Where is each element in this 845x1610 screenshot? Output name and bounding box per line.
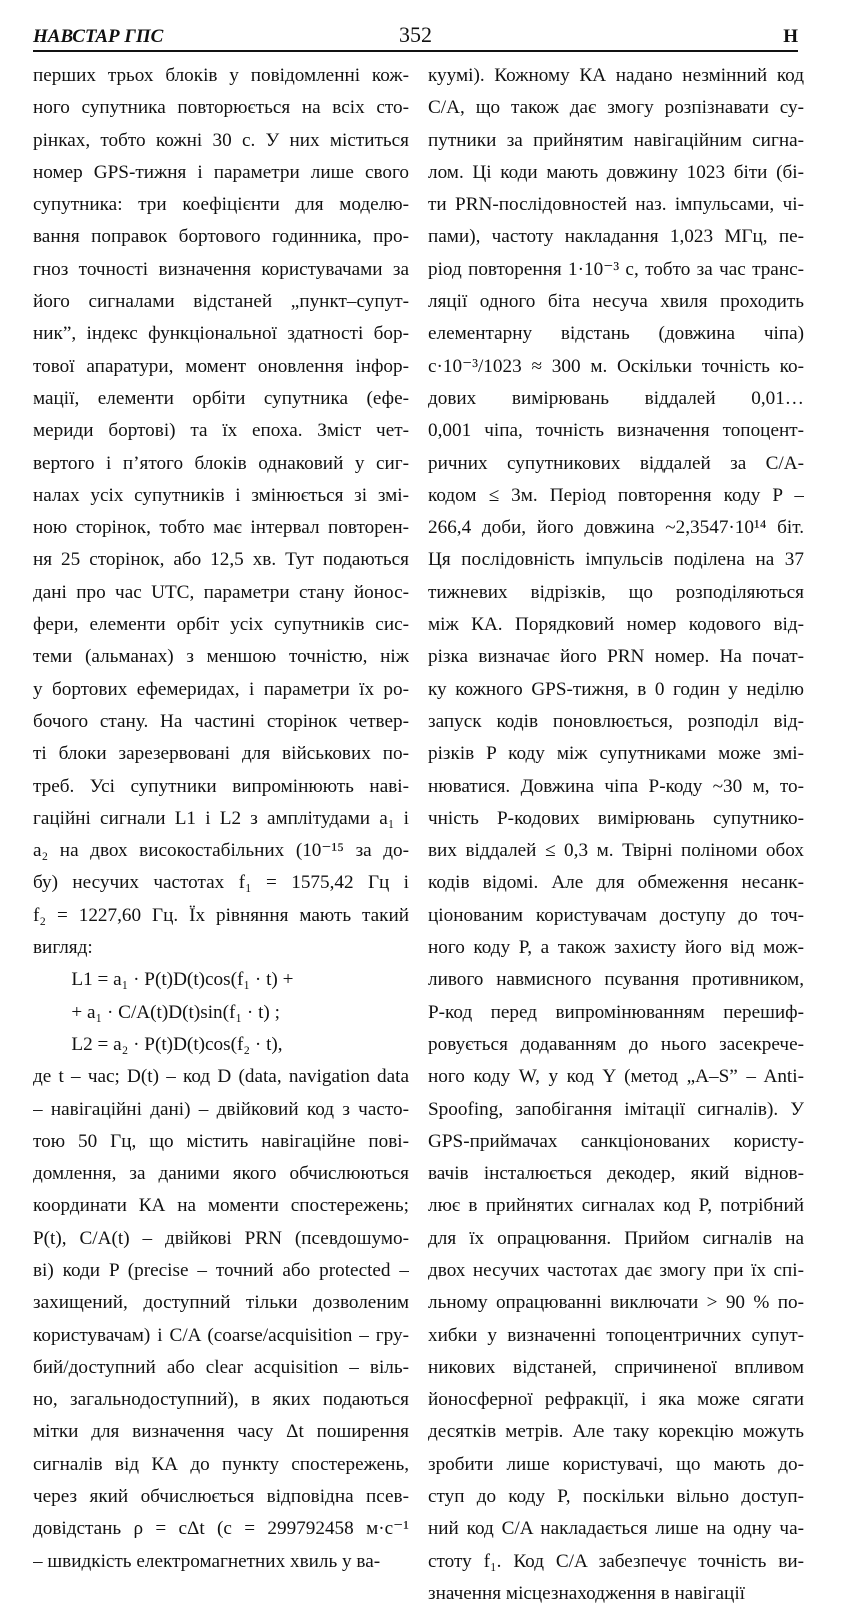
text-line: чність P-кодових вимірювань супутнико- — [428, 807, 804, 829]
text-line: вих віддалей ≤ 0,3 м. Твірні поліноми обох — [428, 840, 804, 862]
text-line: ного коду W, у код Y (метод „A–S” – Anti- — [428, 1066, 804, 1088]
text-line: довідстань ρ = cΔt (c = 299792458 м·с⁻¹ — [33, 1518, 409, 1540]
text-line: L2 = a₂ · P(t)D(t)cos(f₂ · t), — [33, 1033, 283, 1055]
text-line: ричних супутникових віддалей за C/A- — [428, 452, 804, 474]
text-line: треб. Усі супутники випромінюють наві- — [33, 775, 409, 797]
text-line: теми (альманах) з меншою точністю, ніж — [33, 646, 409, 668]
text-line: ступ до коду P, поскільки вільно доступ- — [428, 1486, 804, 1508]
section-letter: Н — [783, 26, 798, 47]
text-line: L1 = a₁ · P(t)D(t)cos(f₁ · t) + — [33, 969, 294, 991]
text-line: рінках, тобто кожні 30 с. У них міститься — [33, 129, 409, 151]
page-header — [33, 22, 798, 52]
text-line: сигналів від КА до пункту спостережень, — [33, 1453, 409, 1475]
text-line: но, загальнодоступний), в яких подаються — [33, 1389, 409, 1411]
right-column — [428, 60, 804, 1610]
text-line: ною сторінок, тобто має інтервал повторен- — [33, 517, 409, 539]
text-line: ного коду P, а також захисту його від мож- — [428, 937, 804, 959]
text-line: GPS-приймачах санкціонованих користу- — [428, 1130, 804, 1152]
text-line: вигляд: — [33, 937, 93, 959]
text-line: вертого і п’ятого блоків однаковий у сиг- — [33, 452, 409, 474]
header-rule — [33, 50, 798, 52]
text-line: через який обчислюється відповідна псев- — [33, 1486, 409, 1508]
text-line: домлення, за даними якого обчислюються — [33, 1163, 409, 1185]
text-line: користувачам) і C/A (coarse/acquisition – гру- — [33, 1324, 409, 1346]
text-line: ня 25 сторінок, або 12,5 хв. Тут подаються — [33, 549, 409, 571]
left-column — [33, 60, 409, 1578]
text-line: Ця послідовність імпульсів поділена на 37 — [428, 549, 804, 571]
text-line: мації, елементи орбіти супутника (ефе- — [33, 387, 409, 409]
text-line: a₂ на двох високостабільних (10⁻¹⁵ за до- — [33, 840, 409, 862]
text-line: ти PRN-послідовностей наз. імпульсами, чі- — [428, 194, 804, 216]
text-line: 266,4 доби, його довжина ~2,3547·10¹⁴ біт. — [428, 517, 804, 539]
text-line: ві) коди P (precise – точний або protected – — [33, 1259, 409, 1281]
text-line: його сигналами відстаней „пункт–супут- — [33, 291, 409, 313]
text-line: десятків метрів. Але таку корекцію можуть — [428, 1421, 804, 1443]
text-line: запуск кодів поновлюється, розподіл від- — [428, 710, 804, 732]
text-line: гаційні сигнали L1 і L2 з амплітудами a₁ і — [33, 807, 409, 829]
text-line: двох несучих частотах дає змогу при їх спі- — [428, 1259, 804, 1281]
text-line: льному опрацюванні виключати > 90 % по- — [428, 1292, 804, 1314]
text-line: захищений, доступний тільки дозволеним — [33, 1292, 409, 1314]
text-line: вачів інсталюється декодер, який віднов- — [428, 1163, 804, 1185]
text-line: – швидкість електромагнетних хвиль у ва- — [33, 1550, 381, 1572]
text-line: C/A, що також дає змогу розпізнавати су- — [428, 97, 804, 119]
text-line: дових вимірювань віддалей 0,01… — [428, 387, 804, 409]
text-line: P(t), C/A(t) – двійкові PRN (псевдошумо- — [33, 1227, 409, 1249]
text-line: супутника: три коефіцієнти для моделю- — [33, 194, 409, 216]
text-line: бочого стану. На частині сторінок четвер- — [33, 710, 409, 732]
text-line: куумі). Кожному КА надано незмінний код — [428, 65, 804, 86]
text-line: ціонованим користувачам доступу до точ- — [428, 904, 804, 926]
page-number: 352 — [399, 22, 432, 47]
text-line: координати КА на моменти спостережень; — [33, 1195, 409, 1217]
text-line: у бортових ефемеридах, і параметри їх ро- — [33, 678, 409, 700]
text-line: зробити лише користувачі, що мають до- — [428, 1453, 804, 1475]
text-line: різків P коду між супутниками може змі- — [428, 743, 804, 765]
text-line: кодів відомі. Але для обмеження несанк- — [428, 872, 804, 894]
text-line: мериди бортові) та їх епоха. Зміст чет- — [33, 420, 409, 442]
text-line: перших трьох блоків у повідомленні кож- — [33, 65, 409, 86]
text-line: ріод повторення 1·10⁻³ с, тобто за час транс- — [428, 258, 804, 280]
text-line: тижневих відрізків, що розподіляються — [428, 581, 804, 603]
text-line: бу) несучих частотах f₁ = 1575,42 Гц і — [33, 872, 409, 894]
text-line: пами), частоту накладання 1,023 МГц, пе- — [428, 226, 804, 248]
text-line: значення місцезнаходження в навігації — [428, 1582, 745, 1604]
text-line: бий/доступний або clear acquisition – віль- — [33, 1356, 409, 1378]
text-line: елементарну відстань (довжина чіпа) — [428, 323, 804, 345]
text-line: стоту f₁. Код C/A забезпечує точність ви- — [428, 1550, 804, 1572]
text-line: тової апаратури, момент оновлення інфор- — [33, 355, 409, 377]
text-line: P-код перед випромінюванням перешиф- — [428, 1001, 804, 1023]
text-line: різка визначає його PRN номер. На почат- — [428, 646, 804, 668]
text-line: 0,001 чіпа, точність визначення топоцент- — [428, 420, 804, 442]
text-line: номер GPS-тижня і параметри лише свого — [33, 161, 409, 183]
text-line: йоносферної рефракції, і яка може сягати — [428, 1389, 804, 1411]
text-line: ливого навмисного псування противником, — [428, 969, 804, 991]
text-line: гноз точності визначення користувачами за — [33, 258, 409, 280]
text-line: никових відстаней, спричиненої впливом — [428, 1356, 804, 1378]
text-line: Spoofing, запобігання імітації сигналів). У — [428, 1098, 804, 1120]
text-line: налах усіх супутників і змінюється зі змі- — [33, 484, 409, 506]
text-line: + a₁ · C/A(t)D(t)sin(f₁ · t) ; — [33, 1001, 280, 1023]
text-line: ровується додаванням до нього засекрече- — [428, 1033, 804, 1055]
text-line: хибки у визначенні топоцентричних супут- — [428, 1324, 804, 1346]
text-line: тою 50 Гц, що містить навігаційне пові- — [33, 1130, 409, 1152]
text-line: кодом ≤ 3м. Період повторення коду P – — [428, 484, 804, 506]
text-line: c·10⁻³/1023 ≈ 300 м. Оскільки точність ко- — [428, 355, 804, 377]
text-line: ку кожного GPS-тижня, в 0 годин у неділю — [428, 678, 804, 700]
text-line: путники за прийнятим навігаційним сигна- — [428, 129, 804, 151]
text-line: – навігаційні дані) – двійковий код з часто- — [33, 1098, 409, 1120]
running-title: НАВСТАР ГПС — [33, 26, 164, 47]
text-line: f₂ = 1227,60 Гц. Їх рівняння мають такий — [33, 904, 409, 926]
text-line: де t – час; D(t) – код D (data, navigation data — [33, 1066, 409, 1088]
text-line: ний код C/A накладається лише на одну ча- — [428, 1518, 804, 1540]
text-line: фери, елементи орбіт усіх супутників сис- — [33, 614, 409, 636]
text-line: ного супутника повторюється на всіх сто- — [33, 97, 409, 119]
text-line: ті блоки зарезервовані для військових по- — [33, 743, 409, 765]
text-line: дані про час UTC, параметри стану йонос- — [33, 581, 409, 603]
text-line: лює в прийнятих сигналах код P, потрібний — [428, 1195, 804, 1217]
text-line: між КА. Порядковий номер кодового від- — [428, 614, 804, 636]
text-line: мітки для визначення часу Δt поширення — [33, 1421, 409, 1443]
text-line: нюватися. Довжина чіпа P-коду ~30 м, то- — [428, 775, 804, 797]
text-line: ник”, індекс функціональної здатності бор- — [33, 323, 409, 345]
text-line: для їх опрацювання. Прийом сигналів на — [428, 1227, 804, 1249]
text-line: ляції одного біта несуча хвиля проходить — [428, 291, 804, 313]
text-line: вання поправок бортового годинника, про- — [33, 226, 409, 248]
text-line: лом. Ці коди мають довжину 1023 біти (бі- — [428, 161, 804, 183]
